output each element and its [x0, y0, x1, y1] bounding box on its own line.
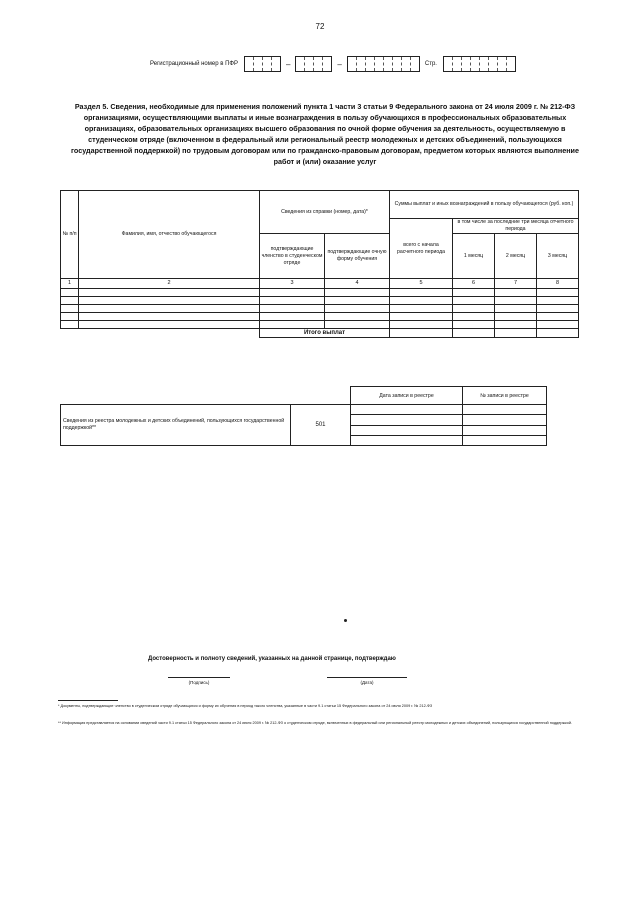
table-row[interactable]: [61, 313, 579, 321]
header-last-three-months: в том числе за последние три месяца отчетного периода: [453, 219, 579, 234]
registry-date-cell[interactable]: [351, 435, 463, 445]
page-label: Стр.: [424, 61, 437, 67]
footnote-2: ** Информация представляется на основании сведений части 9.1 статьи 15 Федерального закона от 24 июля 2009 г. № 212-ФЗ о студенческом отряде, включенных в федеральный или региональный реестр молодежных и детских объединений, пользующихся государственной поддержкой.: [58, 721, 572, 725]
registration-row: [150, 55, 516, 73]
total-cell[interactable]: [453, 329, 495, 338]
header-registry-number: № записи в реестре: [463, 387, 547, 405]
header-membership: подтверждающие членство в студенческом отряде: [260, 234, 325, 279]
date-caption: (Дата): [360, 680, 374, 685]
table-row[interactable]: [61, 297, 579, 305]
section-title: Раздел 5. Сведения, необходимые для применения положений пункта 1 части 3 статьи 9 Федерального закона от 24 июля 2009 г. № 212-ФЗ организациями, осуществляющими выплаты и иные вознаграждения в пользу обучающихся в профессиональных образовательных организациях, образовательных организациях высшего образования по очной форме обучения за деятельность, осуществляемую в студенческом отряде (включенном в федеральный или региональный реестр молодежных и детских объединений, пользующихся государственной поддержкой) по трудовым договорам или по гражданско-правовым договорам, предметом которых являются выполнение работ и (или) оказание услуг: [71, 102, 579, 166]
footnote-1: * Документы, подтверждающие членство в студенческом отряде обучающихся и форму их обучения в период такого членства, указанные в части 9.1 статьи 15 Федерального закона от 24 июля 2009 г. № 212-ФЗ: [58, 704, 433, 708]
total-cell[interactable]: [537, 329, 579, 338]
stray-dot: [344, 619, 347, 622]
total-cell[interactable]: [390, 329, 453, 338]
registry-date-cell[interactable]: [351, 425, 463, 435]
registry-date-cell[interactable]: [351, 405, 463, 415]
footnote-divider: [58, 700, 118, 701]
registration-label: Регистрационный номер в ПФР: [150, 61, 238, 67]
signature-caption: (Подпись): [188, 680, 210, 685]
column-number: 5: [390, 279, 453, 289]
page-field[interactable]: [443, 56, 516, 72]
header-month-3: 3 месяц: [537, 234, 579, 279]
header-month-2: 2 месяц: [495, 234, 537, 279]
registry-number-cell[interactable]: [463, 405, 547, 415]
header-total-from-start: всего с начала расчетного периода: [390, 219, 453, 279]
column-number: 3: [260, 279, 325, 289]
total-row: [61, 329, 579, 338]
header-month-1: 1 месяц: [453, 234, 495, 279]
table-row[interactable]: [61, 305, 579, 313]
header-number: № п/п: [61, 191, 79, 279]
column-number: 2: [79, 279, 260, 289]
column-number: 4: [325, 279, 390, 289]
date-line[interactable]: [327, 677, 407, 678]
signature-line[interactable]: [168, 677, 230, 678]
registry-row-label: Сведения из реестра молодежных и детских объединений, пользующихся государственной поддержкой**: [61, 405, 291, 446]
registration-dash-2: –: [337, 59, 342, 69]
header-certificate: Сведения из справки (номер, дата)*: [260, 191, 390, 234]
header-registry-date: Дата записи в реестре: [351, 387, 463, 405]
certification-text: Достоверность и полноту сведений, указанных на данной странице, подтверждаю: [148, 656, 396, 662]
registration-part-2[interactable]: [295, 56, 332, 72]
table-row[interactable]: [61, 321, 579, 329]
header-full-time: подтверждающие очную форму обучения: [325, 234, 390, 279]
registry-row-code: 501: [291, 405, 351, 446]
total-cell[interactable]: [495, 329, 537, 338]
column-number: 8: [537, 279, 579, 289]
page-number: 72: [315, 22, 325, 31]
registration-dash-1: –: [285, 59, 291, 69]
table-row[interactable]: [61, 289, 579, 297]
column-number: 7: [495, 279, 537, 289]
registration-part-1[interactable]: [244, 56, 281, 72]
registry-number-cell[interactable]: [463, 425, 547, 435]
header-payments: Суммы выплат и иных вознаграждений в пользу обучающегося (руб. коп.): [390, 191, 579, 219]
payments-table: [60, 190, 579, 338]
registry-number-cell[interactable]: [463, 415, 547, 425]
registry-table: [60, 386, 547, 446]
header-full-name: Фамилия, имя, отчество обучающегося: [79, 191, 260, 279]
registration-part-3[interactable]: [347, 56, 420, 72]
total-label: Итого выплат: [260, 329, 390, 338]
column-number-row: [61, 279, 579, 289]
column-number: 1: [61, 279, 79, 289]
registry-number-cell[interactable]: [463, 435, 547, 445]
column-number: 6: [453, 279, 495, 289]
registry-date-cell[interactable]: [351, 415, 463, 425]
